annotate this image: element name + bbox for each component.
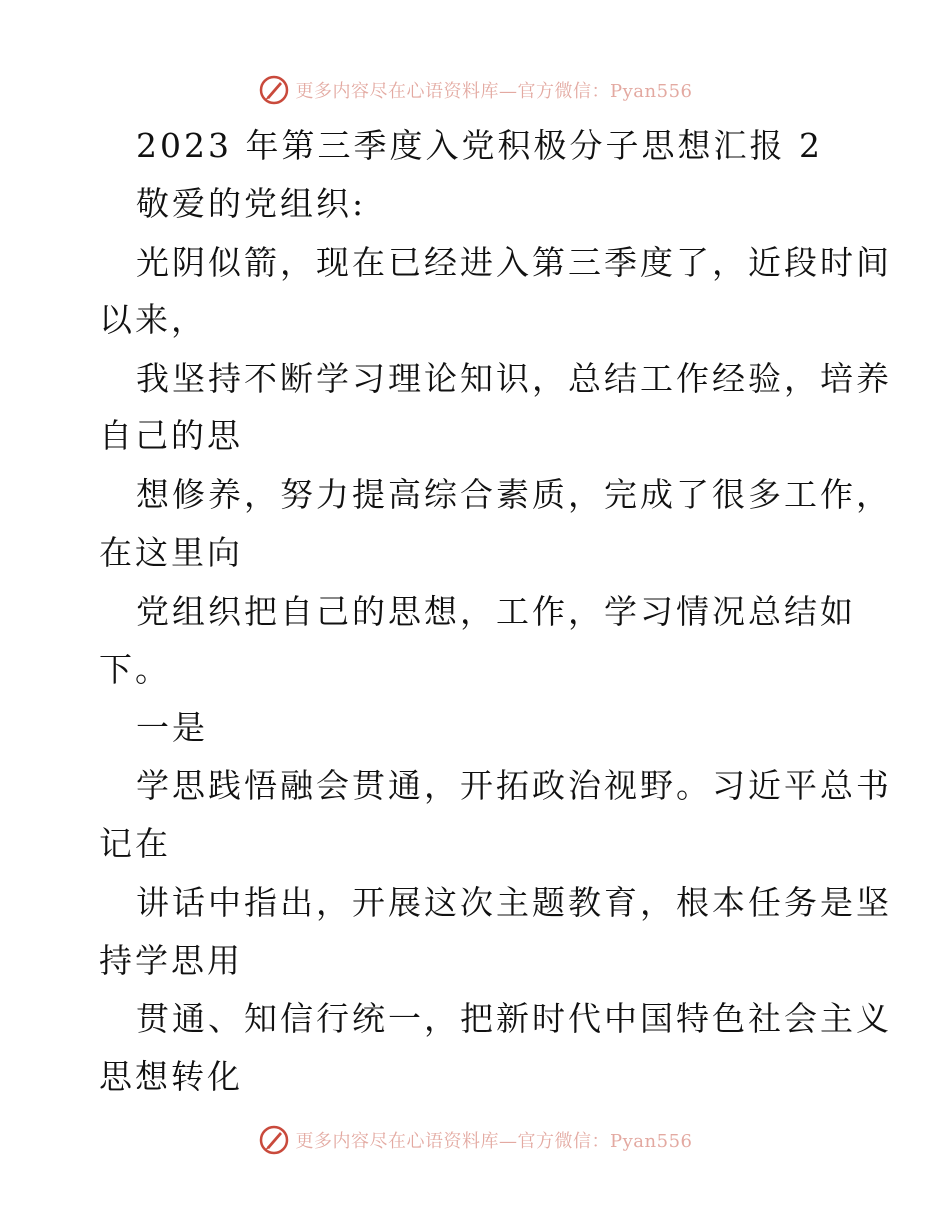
salutation: 敬爱的党组织:: [136, 184, 367, 223]
footer-watermark-banner: [0, 1120, 950, 1160]
paragraph-line: 贯通、知信行统一，把新时代中国特色社会主义: [136, 999, 892, 1038]
paragraph-line: 持学思用: [99, 941, 243, 980]
paragraph-line: 光阴似箭，现在已经进入第三季度了，近段时间: [136, 243, 892, 282]
paragraph-line: 思想转化: [99, 1057, 243, 1096]
paragraph-line: 党组织把自己的思想，工作，学习情况总结如: [136, 592, 856, 631]
footer-watermark-text: 更多内容尽在心语资料库—官方微信：Pyan556: [295, 1131, 693, 1152]
paragraph-line: 记在: [99, 824, 171, 863]
paragraph-line: 我坚持不断学习理论知识，总结工作经验，培养: [136, 359, 892, 398]
paragraph-line: 学思践悟融会贯通，开拓政治视野。习近平总书: [136, 766, 892, 805]
quill-logo-icon: [258, 74, 290, 106]
paragraph-line: 想修养，努力提高综合素质，完成了很多工作，: [136, 475, 892, 514]
paragraph-line: 以来，: [99, 300, 207, 339]
header-watermark-banner: [0, 70, 950, 110]
document-title: 2023 年第三季度入党积极分子思想汇报 2: [136, 126, 823, 165]
header-watermark-text: 更多内容尽在心语资料库—官方微信：Pyan556: [295, 81, 693, 102]
paragraph-line: 下。: [99, 650, 171, 689]
paragraph-line: 自己的思: [99, 416, 243, 455]
paragraph-line: 讲话中指出，开展这次主题教育，根本任务是坚: [136, 883, 892, 922]
quill-logo-icon: [258, 1124, 290, 1156]
paragraph-line: 在这里向: [99, 533, 243, 572]
section-heading: 一是: [136, 708, 208, 747]
